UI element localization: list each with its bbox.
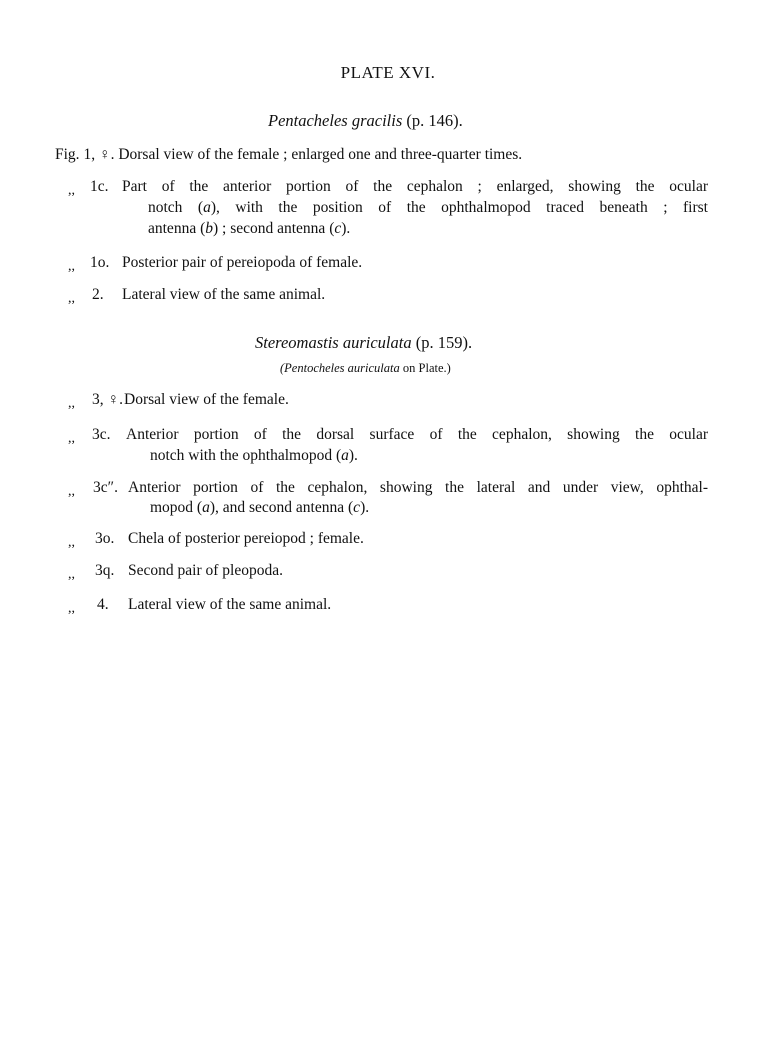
- species-name: Pentacheles gracilis: [268, 111, 403, 130]
- entry-text-line: [148, 199, 708, 217]
- text-fragment: c: [353, 499, 361, 516]
- text-fragment: ) ; second antenna (: [212, 220, 335, 237]
- entry-label: 2.: [92, 286, 104, 303]
- ditto-mark: ,,: [68, 183, 75, 198]
- text-fragment: notch with the ophthalmopod (: [150, 447, 342, 464]
- entry-text: Lateral view of the same animal.: [128, 596, 332, 613]
- ditto-mark: ,,: [68, 535, 75, 550]
- entry-label: 4.: [97, 596, 109, 613]
- entry-text: Chela of posterior pereiopod ; female.: [128, 530, 364, 547]
- entry-label: 1c.: [90, 178, 109, 195]
- text-fragment: b: [205, 220, 213, 237]
- text-fragment: ).: [360, 499, 370, 516]
- text-fragment: a: [202, 499, 210, 516]
- entry-text: Second pair of pleopoda.: [128, 562, 283, 579]
- text-fragment: mopod (: [150, 499, 203, 516]
- ditto-mark: ,,: [68, 484, 75, 499]
- text-fragment: ).: [341, 220, 351, 237]
- ditto-mark: ,,: [68, 601, 75, 616]
- entry-text-line: [150, 447, 358, 465]
- section-title-stereomastis: [255, 333, 472, 353]
- species-name: Stereomastis auriculata: [255, 333, 412, 352]
- text-fragment: antenna (: [148, 220, 206, 237]
- entry-label: 3, ♀.: [92, 391, 123, 408]
- entry-label: 3c″.: [93, 479, 118, 496]
- ditto-mark: ,,: [68, 259, 75, 274]
- text-fragment: ), with the position of the ophthalmopod traced beneath ; first: [210, 199, 708, 216]
- section-subnote: [280, 361, 451, 376]
- page-ref: (p. 159).: [415, 333, 473, 352]
- entry-fig-1: [55, 146, 522, 164]
- page-ref: (p. 146).: [406, 111, 463, 130]
- entry-text-line: [150, 499, 369, 517]
- plate-title: PLATE XVI.: [340, 63, 436, 82]
- entry-text: Lateral view of the same animal.: [122, 286, 326, 303]
- fig-prefix: Fig.: [55, 146, 80, 163]
- entry-text-line: Part of the anterior portion of the cephalon ; enlarged, showing the ocular: [122, 178, 708, 195]
- entry-label: 1, ♀.: [83, 146, 115, 163]
- text-fragment: ), and second antenna (: [209, 499, 354, 516]
- text-fragment: ).: [348, 447, 358, 464]
- text-fragment: c: [334, 220, 342, 237]
- entry-text: Posterior pair of pereiopoda of female.: [122, 254, 363, 271]
- entry-label: 3c.: [92, 426, 111, 443]
- entry-text: Dorsal view of the female ; enlarged one and three-quarter times.: [118, 146, 523, 163]
- entry-label: 3o.: [95, 530, 115, 547]
- text-fragment: a: [203, 199, 211, 216]
- entry-text-line: [148, 220, 350, 238]
- ditto-mark: ,,: [68, 291, 75, 306]
- entry-text: Dorsal view of the female.: [124, 391, 289, 408]
- section-title-pentacheles: [268, 111, 463, 131]
- entry-text-line: Anterior portion of the dorsal surface of the cephalon, showing the ocular: [126, 426, 708, 443]
- ditto-mark: ,,: [68, 567, 75, 582]
- alt-species-name: (Pentocheles auriculata: [280, 361, 400, 375]
- ditto-mark: ,,: [68, 431, 75, 446]
- entry-label: 3q.: [95, 562, 115, 579]
- ditto-mark: ,,: [68, 396, 75, 411]
- entry-text-line: Anterior portion of the cephalon, showing the lateral and under view, ophthal-: [128, 479, 708, 496]
- entry-label: 1o.: [90, 254, 110, 271]
- text-fragment: a: [341, 447, 349, 464]
- text-fragment: notch (: [148, 199, 204, 216]
- subnote-text: on Plate.): [402, 361, 451, 375]
